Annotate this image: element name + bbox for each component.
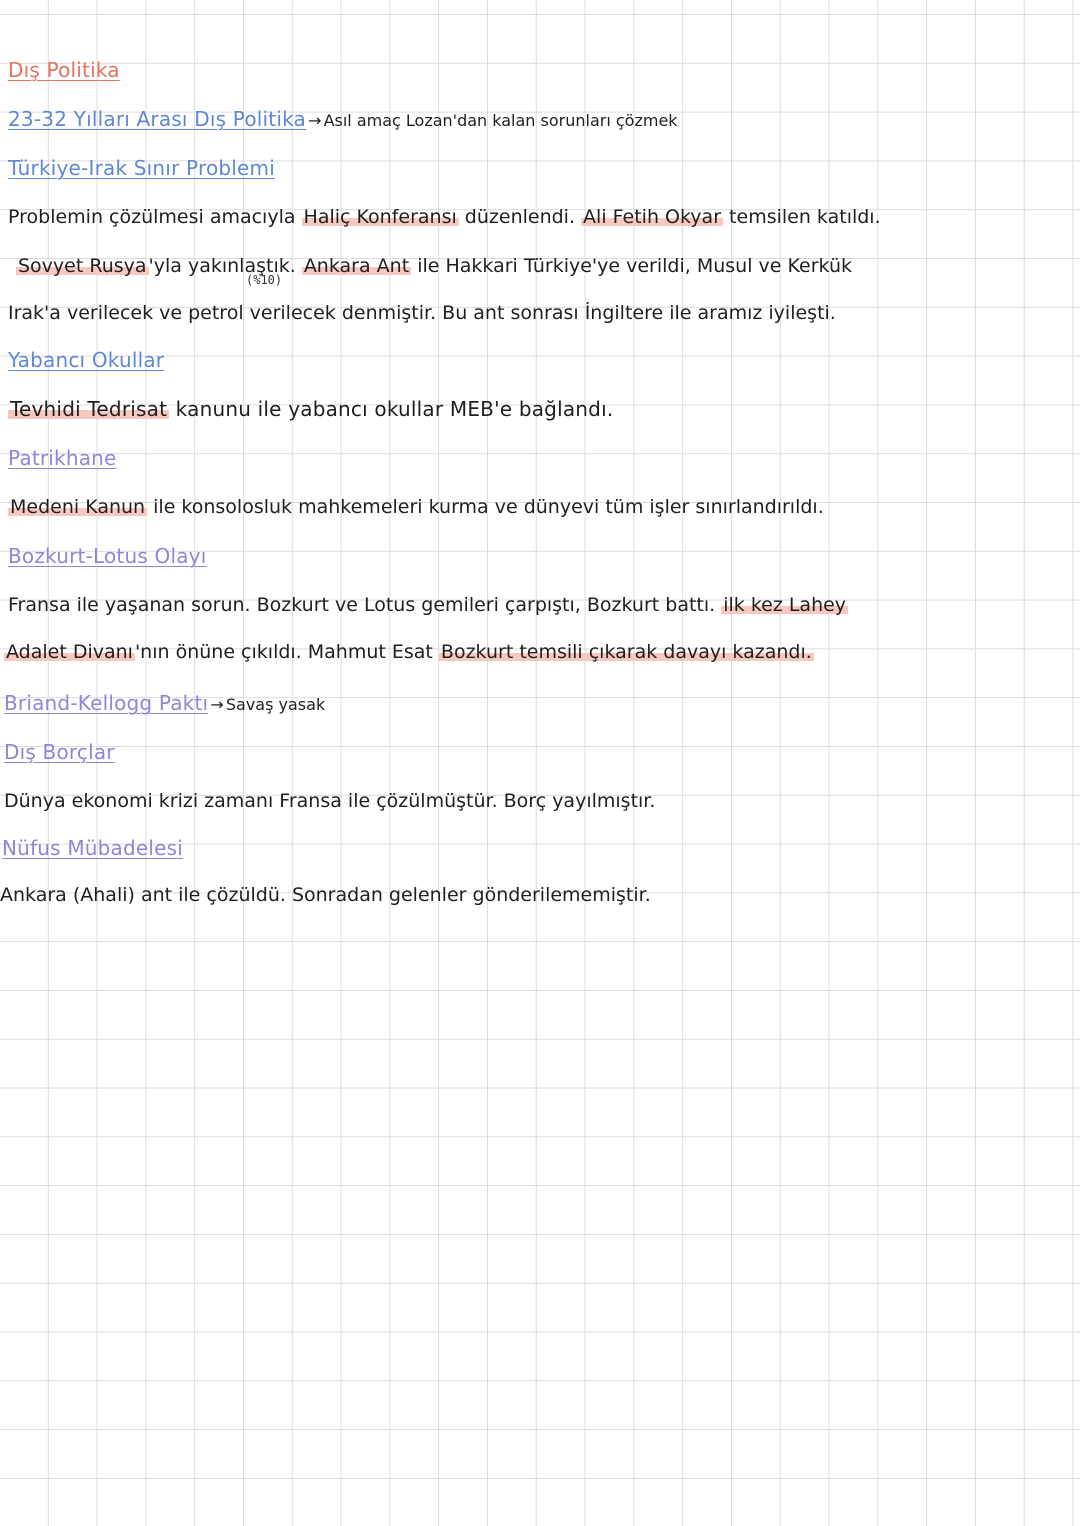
briand-heading: Briand-Kellogg Paktı bbox=[4, 691, 209, 715]
schools-heading: Yabancı Okullar bbox=[8, 348, 165, 372]
highlight-ali-fetih: Ali Fetih Okyar bbox=[583, 206, 722, 228]
iraq-heading: Türkiye-Irak Sınır Problemi bbox=[8, 156, 275, 180]
highlight-tevhidi-tedrisat: Tevhidi Tedrisat bbox=[10, 397, 168, 421]
briand-line bbox=[4, 688, 325, 720]
percentage-note: (%10) bbox=[246, 273, 283, 287]
patriarch-text: ile konsolosluk mahkemeleri kurma ve dünyevi tüm işler sınırlandırıldı. bbox=[147, 496, 824, 518]
exchange-heading: Nüfus Mübadelesi bbox=[2, 836, 184, 860]
schools-line bbox=[8, 394, 613, 424]
schools-text: kanunu ile yabancı okullar MEB'e bağlandı. bbox=[169, 397, 614, 421]
bozkurt-line-2 bbox=[4, 637, 814, 667]
bozkurt-line-1 bbox=[8, 590, 848, 620]
exchange-line: Ankara (Ahali) ant ile çözüldü. Sonradan gelenler gönderilememiştir. bbox=[0, 884, 651, 906]
iraq-line-2 bbox=[16, 251, 852, 281]
section-title-line bbox=[8, 104, 678, 136]
section-title: 23-32 Yılları Arası Dış Politika bbox=[8, 107, 306, 131]
debts-line: Dünya ekonomi krizi zamanı Fransa ile çözülmüştür. Borç yayılmıştır. bbox=[4, 790, 656, 812]
highlight-sovyet-rusya: Sovyet Rusya bbox=[18, 255, 147, 277]
iraq-line-1 bbox=[8, 202, 881, 232]
bozkurt-heading: Bozkurt-Lotus Olayı bbox=[8, 544, 207, 568]
iraq-line-3: Irak'a verilecek ve petrol verilecek denmiştir. Bu ant sonrası İngiltere ile aramız iyileşti. bbox=[8, 302, 836, 324]
highlight-adalet-divani: Adalet Divanı bbox=[6, 641, 133, 663]
highlight-ankara-ant: Ankara Ant bbox=[303, 255, 410, 277]
iraq-text-1c: temsilen katıldı. bbox=[723, 206, 881, 228]
debts-heading: Dış Borçlar bbox=[4, 740, 115, 764]
highlight-bozkurt-temsili: Bozkurt temsili çıkarak davayı kazandı. bbox=[440, 641, 812, 663]
bozkurt-text-1: Fransa ile yaşanan sorun. Bozkurt ve Lotus gemileri çarpıştı, Bozkurt battı. bbox=[8, 594, 722, 616]
patriarch-line bbox=[8, 492, 824, 522]
patriarch-heading: Patrikhane bbox=[8, 446, 117, 470]
page-title: Dış Politika bbox=[8, 58, 120, 82]
briand-note: Savaş yasak bbox=[225, 695, 326, 714]
iraq-text-1a: Problemin çözülmesi amacıyla bbox=[8, 206, 302, 228]
iraq-text-2b: ile Hakkari Türkiye'ye verildi, Musul ve Kerkük bbox=[411, 255, 852, 277]
iraq-text-1b: düzenlendi. bbox=[458, 206, 582, 228]
section-note: Asıl amaç Lozan'dan kalan sorunları çözmek bbox=[323, 111, 678, 130]
iraq-text-2a: 'yla yakınlaştık. bbox=[148, 255, 302, 277]
arrow-right-icon: → bbox=[307, 111, 322, 130]
highlight-medeni-kanun: Medeni Kanun bbox=[10, 496, 146, 518]
bozkurt-text-2: 'nın önüne çıkıldı. Mahmut Esat bbox=[134, 641, 439, 663]
highlight-lahey: ilk kez Lahey bbox=[723, 594, 847, 616]
highlight-halic: Haliç Konferansı bbox=[303, 206, 457, 228]
arrow-right-icon: → bbox=[210, 695, 224, 714]
